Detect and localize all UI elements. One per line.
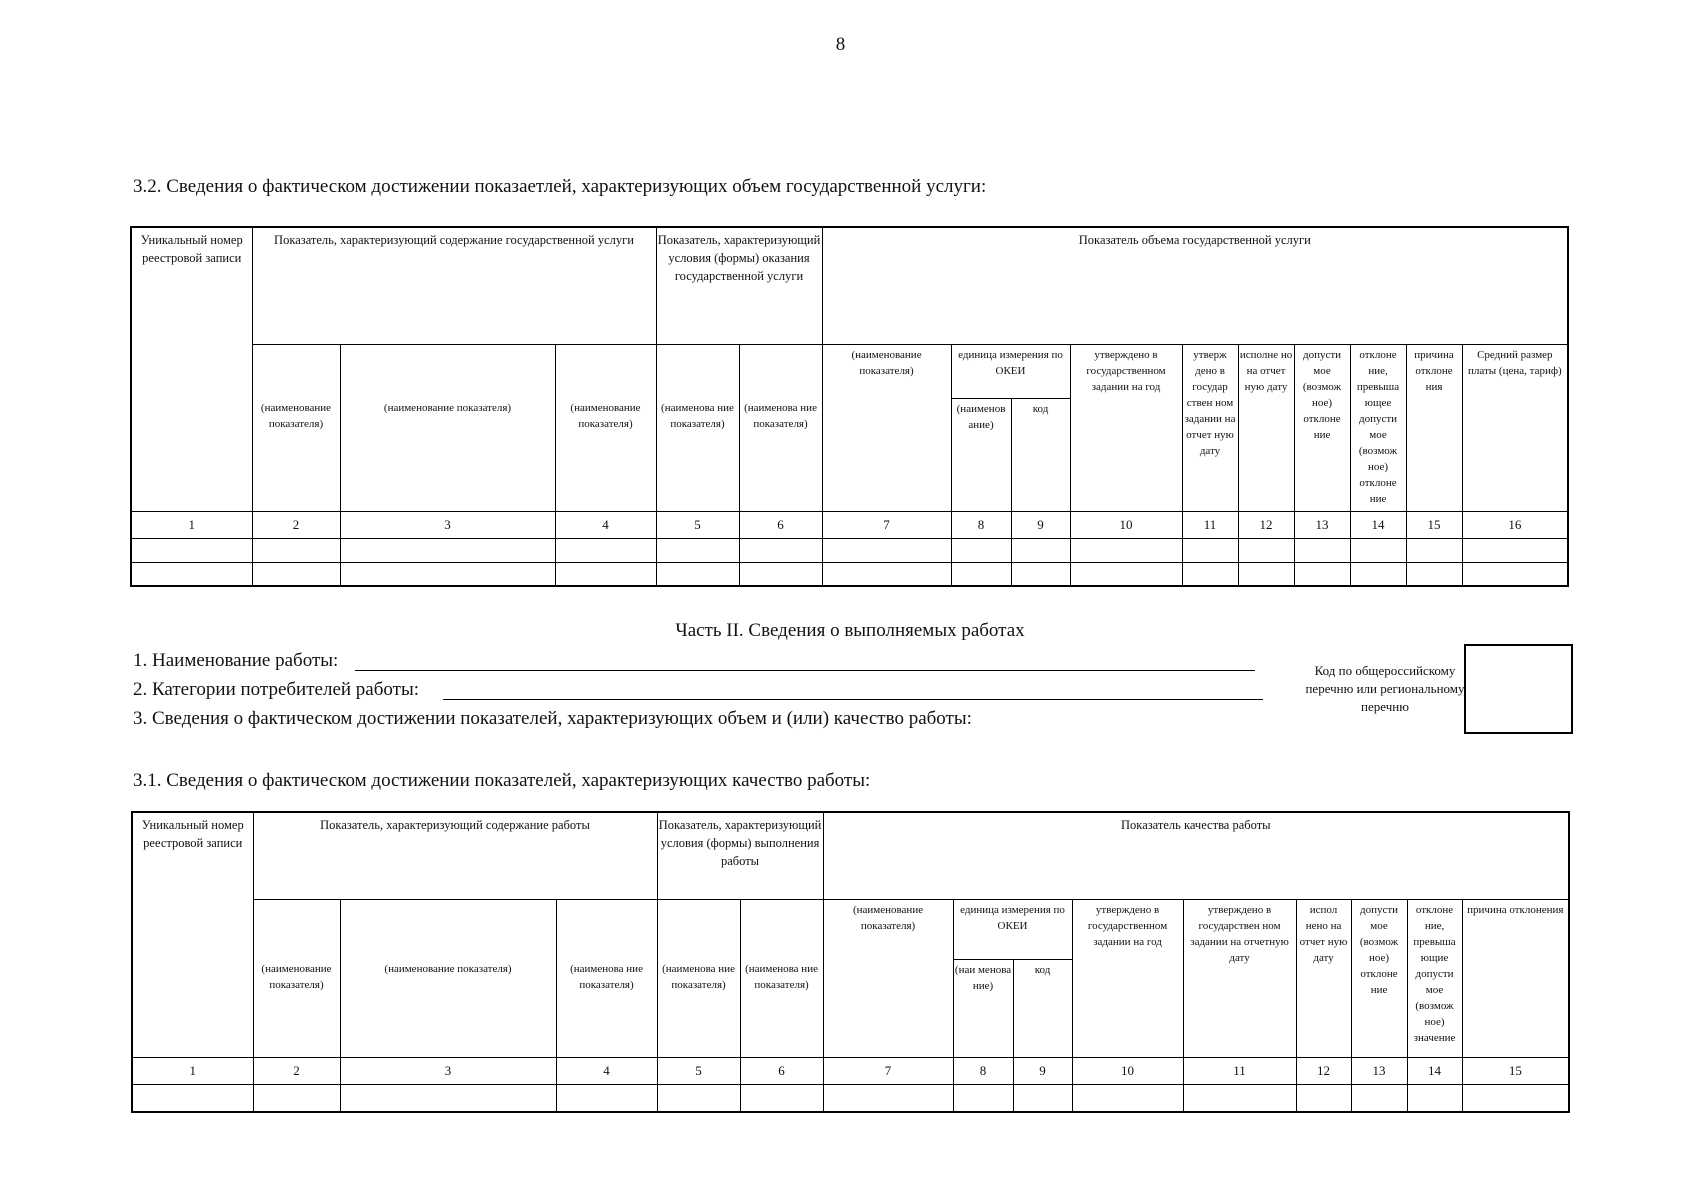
col10-header: утверждено в государственном задании на год [1070, 344, 1182, 511]
column-number: 2 [253, 1057, 340, 1084]
quality-indicators-table [131, 811, 1570, 1113]
section-3-2-heading: 3.2. Сведения о фактическом достижении показаетлей, характеризующих объем государственной услуги: [133, 176, 987, 197]
column-number: 7 [822, 511, 951, 538]
column-number: 11 [1182, 511, 1238, 538]
table-row [132, 1084, 1569, 1112]
header-content-indicator: Показатель, характеризующий содержание государственной услуги [252, 227, 656, 344]
table-row [131, 538, 1568, 562]
column-number-row [131, 511, 1568, 538]
volume-indicators-table [130, 226, 1569, 587]
section-3-1-heading: 3.1. Сведения о фактическом достижении показателей, характеризующих качество работы: [133, 770, 871, 791]
col8-header: (наименов ание) [951, 398, 1011, 511]
column-number: 14 [1350, 511, 1406, 538]
page-number: 8 [835, 34, 846, 55]
column-number: 9 [1013, 1057, 1072, 1084]
col13-header: допусти мое (возмож ное) отклоне ние [1351, 899, 1407, 1057]
part-2-title: Часть II. Сведения о выполняемых работах [675, 620, 1025, 641]
col3-header: (наименование показателя) [340, 959, 556, 1057]
column-number: 6 [739, 511, 822, 538]
header-conditions-indicator: Показатель, характеризующий условия (формы) выполнения работы [657, 812, 823, 899]
col6-header: (наименова ние показателя) [740, 959, 823, 1057]
column-number: 16 [1462, 511, 1568, 538]
col9-header: код [1011, 398, 1070, 511]
column-number: 14 [1407, 1057, 1462, 1084]
column-number: 2 [252, 511, 340, 538]
table-row [131, 562, 1568, 586]
col7-header: (наименование показателя) [822, 344, 951, 511]
col14-header: отклоне ние, превыша ющие допусти мое (возмож ное) значение [1407, 899, 1462, 1057]
column-number: 4 [556, 1057, 657, 1084]
column-number: 11 [1183, 1057, 1296, 1084]
col15-header: причина отклоне ния [1406, 344, 1462, 511]
col6-header: (наименова ние показателя) [739, 398, 822, 511]
column-number: 5 [657, 1057, 740, 1084]
column-number: 3 [340, 1057, 556, 1084]
col3-header: (наименование показателя) [340, 398, 555, 511]
consumer-categories-line [443, 699, 1263, 700]
col2-header: (наименование показателя) [252, 398, 340, 511]
okei-unit-header: единица измерения по ОКЕИ [951, 344, 1070, 398]
header-unique-number: Уникальный номер реестровой записи [131, 227, 252, 511]
col11-header: утверждено в государствен ном задании на отчетную дату [1183, 899, 1296, 1057]
work-name-line [355, 670, 1255, 671]
col4-header: (наименова ние показателя) [556, 959, 657, 1057]
column-number: 10 [1072, 1057, 1183, 1084]
col12-header: исполне но на отчет ную дату [1238, 344, 1294, 511]
col15-header: причина отклонения [1462, 899, 1569, 1057]
col16-header: Средний размер платы (цена, тариф) [1462, 344, 1568, 511]
header-quality-indicator: Показатель качества работы [823, 812, 1569, 899]
column-number: 1 [131, 511, 252, 538]
col7-header: (наименование показателя) [823, 899, 953, 1057]
achievement-info-label: 3. Сведения о фактическом достижении показателей, характеризующих объем и (или) качество работы: [133, 708, 972, 729]
col11-header: утверж дено в государ ствен ном задании на отчет ную дату [1182, 344, 1238, 511]
column-number: 12 [1296, 1057, 1351, 1084]
header-conditions-indicator: Показатель, характеризующий условия (формы) оказания государственной услуги [656, 227, 822, 344]
column-number: 3 [340, 511, 555, 538]
code-box [1464, 644, 1573, 734]
col5-header: (наименова ние показателя) [656, 398, 739, 511]
col4-header: (наименование показателя) [555, 398, 656, 511]
col9-header: код [1013, 959, 1072, 1057]
column-number: 9 [1011, 511, 1070, 538]
column-number: 8 [951, 511, 1011, 538]
column-number: 1 [132, 1057, 253, 1084]
header-content-indicator: Показатель, характеризующий содержание работы [253, 812, 657, 899]
col14-header: отклоне ние, превыша ющее допусти мое (возмож ное) отклоне ние [1350, 344, 1406, 511]
column-number: 10 [1070, 511, 1182, 538]
col8-header: (наи менова ние) [953, 959, 1013, 1057]
column-number: 8 [953, 1057, 1013, 1084]
col2-header: (наименование показателя) [253, 959, 340, 1057]
column-number: 5 [656, 511, 739, 538]
header-unique-number: Уникальный номер реестровой записи [132, 812, 253, 1057]
code-label: Код по общероссийскому перечню или региональному перечню [1305, 663, 1465, 714]
col5-header: (наименова ние показателя) [657, 959, 740, 1057]
col13-header: допусти мое (возмож ное) отклоне ние [1294, 344, 1350, 511]
header-volume-indicator: Показатель объема государственной услуги [822, 227, 1568, 344]
okei-unit-header: единица измерения по ОКЕИ [953, 899, 1072, 959]
column-number: 6 [740, 1057, 823, 1084]
column-number: 15 [1406, 511, 1462, 538]
col12-header: испол нено на отчет ную дату [1296, 899, 1351, 1057]
column-number: 13 [1351, 1057, 1407, 1084]
column-number: 13 [1294, 511, 1350, 538]
column-number: 4 [555, 511, 656, 538]
work-name-label: 1. Наименование работы: [133, 650, 339, 671]
column-number: 7 [823, 1057, 953, 1084]
column-number-row [132, 1057, 1569, 1084]
column-number: 15 [1462, 1057, 1569, 1084]
consumer-categories-label: 2. Категории потребителей работы: [133, 679, 419, 700]
col10-header: утверждено в государственном задании на год [1072, 899, 1183, 1057]
column-number: 12 [1238, 511, 1294, 538]
